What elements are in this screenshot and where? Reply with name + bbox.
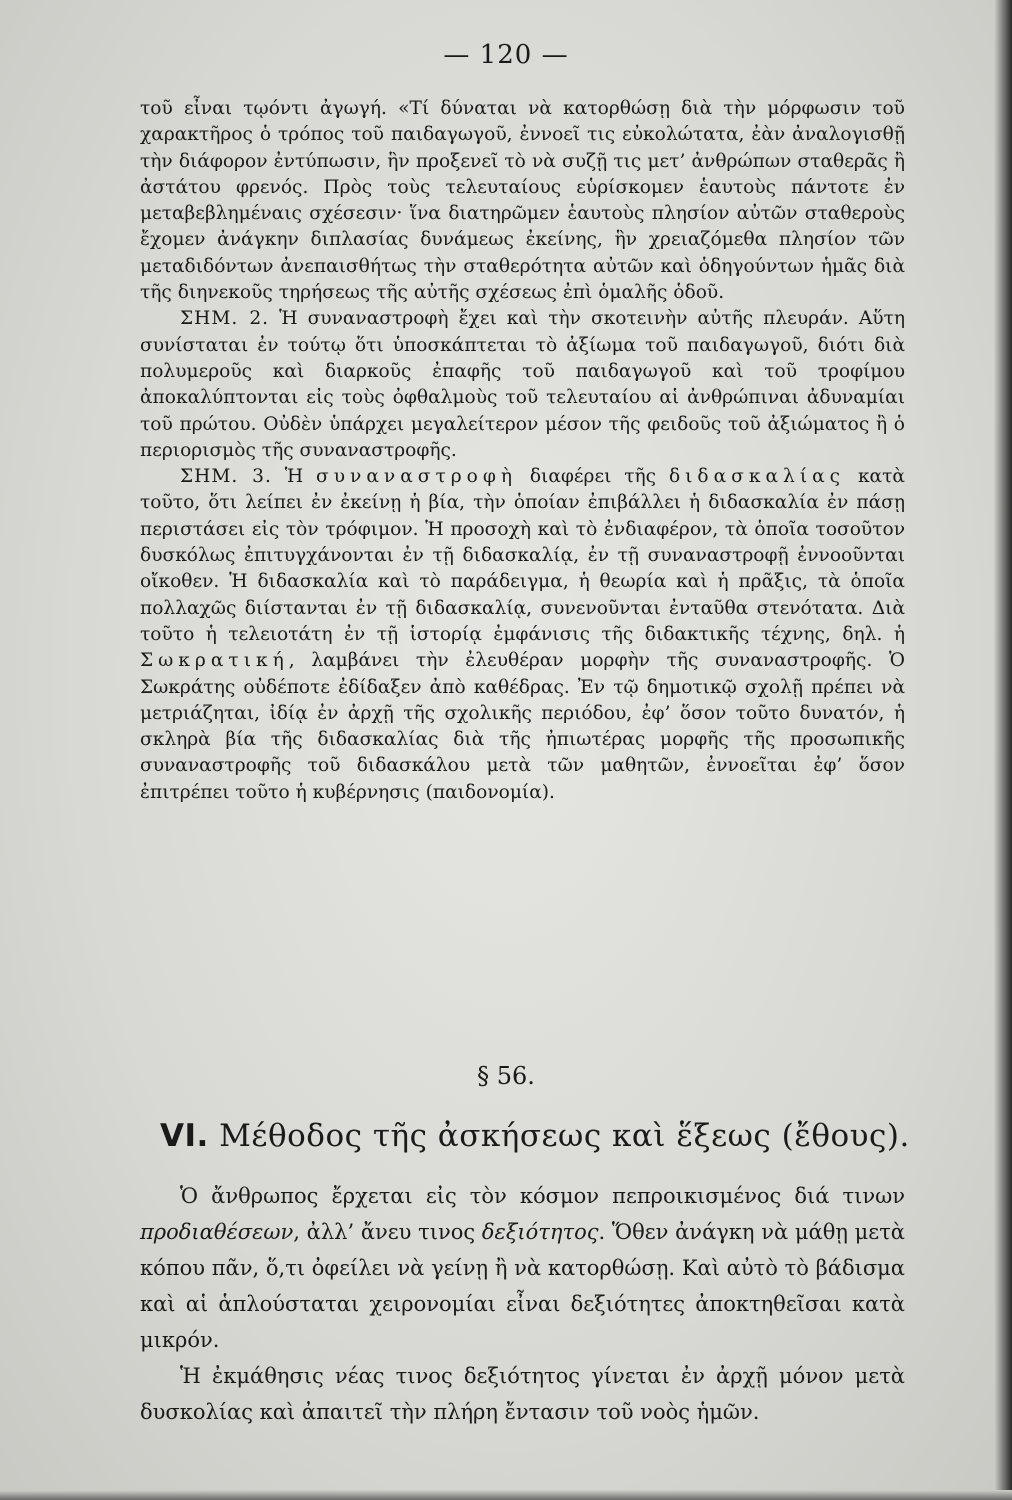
note-3-spaced-term-1: συναναστροφὴ <box>316 466 518 488</box>
p4-italic-2: δεξιότητος <box>481 1220 599 1244</box>
note-2-paragraph <box>140 306 905 464</box>
note-3-tail: , λαμβάνει τὴν ἐλευθέραν μορφὴν τῆς συναναστροφῆς. Ὁ Σωκράτης οὐδέποτε ἐδίδαξεν ἀπὸ καθέδρας. Ἐν τῷ δημοτικῷ σχολῇ πρέπει νὰ μετριάζηται, ἰδίᾳ ἐν ἀρχῇ τῆς σχολικῆς περιόδου, ἐφ’ ὅσον τοῦτο δυνατόν, ἡ σκληρὰ βία τῆς διδασκαλίας διὰ τῆς ἠπιωτέρας μορφῆς τῆς προσωπικῆς συναναστροφῆς τοῦ διδασκάλου μετὰ τῶν μαθητῶν, ἐννοεῖται ἐφ’ ὅσον ἐπιτρέπει τοῦτο ἡ κυβέρνησις (παιδονομία). <box>140 650 905 803</box>
note-3-paragraph <box>140 464 905 806</box>
lower-text-block <box>140 1178 905 1430</box>
note-3-spaced-term-3: Σωκρατική <box>140 650 289 672</box>
note-3-label: ΣΗΜ. 3. <box>180 466 272 488</box>
note-3-mid: διαφέρει τῆς <box>529 466 657 488</box>
note-3-spaced-term-2: διδασκαλίας <box>668 466 846 488</box>
p4-italic-1: προδιαθέσεων <box>140 1220 294 1244</box>
section-heading <box>160 1118 920 1154</box>
paragraph-5: Ἡ ἐκμάθησις νέας τινος δεξιότητος γίνεται ἐν ἀρχῇ μόνον μετὰ δυσκολίας καὶ ἀπαιτεῖ τὴν πλήρη ἔντασιν τοῦ νοὸς ἡμῶν. <box>140 1364 905 1424</box>
page-edge-shadow <box>994 0 1012 1500</box>
note-3-lead: Ἡ <box>284 466 304 488</box>
note-2-text: Ἡ συναναστροφὴ ἔχει καὶ τὴν σκοτεινὴν αὐτῆς πλευράν. Αὕτη συνίσταται ἐν τούτῳ ὅτι ὑποσκάπτεται τὸ ἀξίωμα τοῦ παιδαγωγοῦ, διότι διὰ πολυμεροῦς καὶ διαρκοῦς ἐπαφῆς τοῦ παιδαγωγοῦ καὶ τοῦ τροφίμου ἀποκαλύπτονται εἰς τοὺς ὀφθαλμοὺς τοῦ τελευταίου αἱ ἀνθρώπιναι ἀδυναμίαι τοῦ πρώτου. Οὐδὲν ὑπάρχει μεγαλείτερον μέσον τῆς φειδοῦς τοῦ ἀξιώματος ἢ ὁ περιορισμὸς τῆς συναναστροφῆς. <box>140 308 905 461</box>
p4-part-b: , ἀλλ’ ἄνευ τινος <box>293 1220 476 1244</box>
note-2-label: ΣΗΜ. 2. <box>180 308 270 330</box>
heading-title: Μέθοδος τῆς ἀσκήσεως καὶ ἕξεως (ἔθους). <box>219 1118 910 1154</box>
paragraph-4 <box>140 1178 905 1358</box>
p4-part-a: Ὁ ἄνθρωπος ἔρχεται εἰς τὸν κόσμον πεπροικισμένος διά τινων <box>180 1184 905 1208</box>
upper-text-block <box>140 96 905 806</box>
p4-part-c: . Ὅθεν ἀνάγκη νὰ μάθῃ μετὰ κόπου πᾶν, ὅ,τι ὀφείλει νὰ γείνῃ ἢ νὰ κατορθώσῃ. Καὶ αὐτὸ τὸ βάδισμα καὶ αἱ ἁπλούσταται χειρονομίαι εἶναι δεξιότητες ἀποκτηθεῖσαι κατὰ μικρόν. <box>140 1220 905 1352</box>
paragraph-1: τοῦ εἶναι τῳόντι ἀγωγή. «Τί δύναται νὰ κατορθώσῃ διὰ τὴν μόρφωσιν τοῦ χαρακτῆρος ὁ τρόπος τοῦ παιδαγωγοῦ, ἐννοεῖ τις εὐκολώτατα, ἐὰν ἀναλογισθῇ τὴν διάφορον ἐντύπωσιν, ἣν προξενεῖ τὸ νὰ συζῇ τις μετ’ ἀνθρώπων σταθερᾶς ἢ ἀστάτου φρενός. Πρὸς τοὺς τελευταίους εὑρίσκομεν ἑαυτοὺς πάντοτε ἐν μεταβεβλημέναις σχέσεσιν· ἵνα διατηρῶμεν ἑαυτοὺς πλησίον αὐτῶν σταθεροὺς ἔχομεν ἀνάγκην διπλασίας δυνάμεως ἐκείνης, ἣν χρειαζόμεθα πλησίον τῶν μεταδιδόντων ἀνεπαισθήτως τὴν σταθερότητα αὐτῶν καὶ ὁδηγούντων ἡμᾶς διὰ τῆς διηνεκοῦς τηρήσεως τῆς αὐτῆς σχέσεως ἐπὶ ὁμαλῆς ὁδοῦ. <box>140 98 905 304</box>
section-mark: § 56. <box>477 1062 535 1090</box>
note-3-text: κατὰ τοῦτο, ὅτι λείπει ἐν ἐκείνῃ ἡ βία, τὴν ὁποίαν ἐπιβάλλει ἡ διδασκαλία ἐν πάσῃ περιστάσει εἰς τὸν τρόφιμον. Ἡ προσοχὴ καὶ τὸ ἐνδιαφέρον, τὰ ὁποῖα τοσοῦτον δυσκόλως ἐπιτυγχάνονται ἐν τῇ διδασκαλίᾳ, ἐν τῇ συναναστροφῇ ἐννοοῦνται οἴκοθεν. Ἡ διδασκαλία καὶ τὸ παράδειγμα, ἡ θεωρία καὶ ἡ πρᾶξις, τὰ ὁποῖα πολλαχῶς διίστανται ἐν τῇ διδασκαλίᾳ, συνενοῦνται ἐνταῦθα στενότατα. Διὰ τοῦτο ἡ τελειοτάτη ἐν τῇ ἱστορίᾳ ἐμφάνισις τῆς διδακτικῆς τέχνης, δηλ. ἡ <box>140 466 905 645</box>
page-bottom-edge <box>0 1490 1012 1500</box>
page-number: — 120 — <box>443 40 569 70</box>
heading-number: VI. <box>160 1118 209 1154</box>
